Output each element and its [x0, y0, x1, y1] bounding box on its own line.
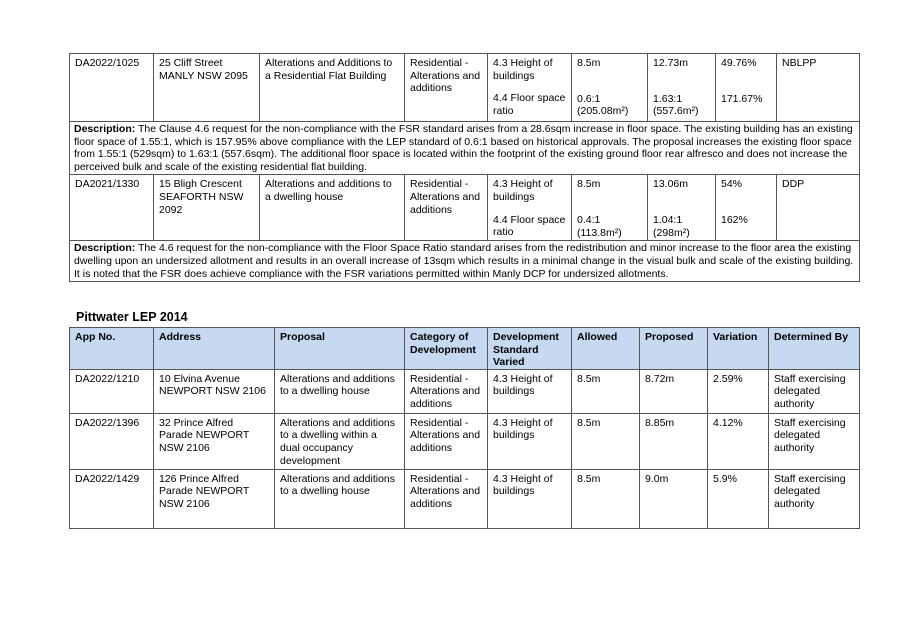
- standard-name: 4.3 Height of buildings: [493, 57, 553, 82]
- determined-by-cell: Staff exercising delegated authority: [769, 369, 860, 413]
- variation-value: 54%: [721, 178, 743, 191]
- proposed-value: 12.73m: [653, 57, 689, 69]
- table-row: [70, 413, 860, 469]
- col-header-proposal: Proposal: [275, 328, 405, 370]
- allowed-cell: 8.5m: [572, 413, 640, 469]
- col-header-variation: Variation: [708, 328, 769, 370]
- allowed-cell: 8.5m: [572, 369, 640, 413]
- determined-by-cell: NBLPP: [777, 54, 860, 122]
- section-heading: Pittwater LEP 2014: [76, 310, 188, 324]
- manly-variations-table: [69, 53, 860, 282]
- proposed-cell: [648, 175, 716, 241]
- header-row: [70, 328, 860, 370]
- category-cell: Residential - Alterations and additions: [405, 469, 488, 528]
- allowed-cell: 8.5m: [572, 469, 640, 528]
- allowed-cell: [572, 54, 648, 122]
- standard-name: 4.3 Height of buildings: [493, 178, 553, 203]
- standard-cell: 4.3 Height of buildings: [488, 469, 572, 528]
- description-cell: [70, 241, 860, 282]
- proposed-cell: 8.85m: [640, 413, 708, 469]
- app-no-cell: DA2022/1025: [70, 54, 154, 122]
- proposed-value: 13.06m: [653, 178, 689, 191]
- proposal-cell: Alterations and additions to a dwelling house: [275, 469, 405, 528]
- col-header-address: Address: [154, 328, 275, 370]
- variation-value: 171.67%: [721, 92, 763, 105]
- app-no-cell: DA2022/1210: [70, 369, 154, 413]
- standard-cell: 4.3 Height of buildings: [488, 413, 572, 469]
- table-row: [70, 175, 860, 241]
- description-label: Description:: [74, 123, 136, 135]
- variation-value: 49.76%: [721, 57, 757, 69]
- col-header-category: Category of Development: [405, 328, 488, 370]
- variation-cell: 5.9%: [708, 469, 769, 528]
- col-header-standard: Development Standard Varied: [488, 328, 572, 370]
- description-row: [70, 241, 860, 282]
- determined-by-cell: Staff exercising delegated authority: [769, 469, 860, 528]
- allowed-value: 0.6:1 (205.08m²): [577, 92, 629, 118]
- variation-cell: [716, 54, 777, 122]
- proposal-cell: Alterations and Additions to a Residential Flat Building: [260, 54, 405, 122]
- variation-cell: 2.59%: [708, 369, 769, 413]
- table-row: [70, 369, 860, 413]
- standard-name: 4.4 Floor space ratio: [493, 213, 566, 239]
- variation-value: 162%: [721, 213, 748, 226]
- allowed-cell: [572, 175, 648, 241]
- address-cell: 15 Bligh Crescent SEAFORTH NSW 2092: [154, 175, 260, 241]
- address-cell: 25 Cliff Street MANLY NSW 2095: [154, 54, 260, 122]
- col-header-app-no: App No.: [70, 328, 154, 370]
- address-cell: 126 Prince Alfred Parade NEWPORT NSW 2106: [154, 469, 275, 528]
- category-cell: Residential - Alterations and additions: [405, 369, 488, 413]
- app-no-cell: DA2021/1330: [70, 175, 154, 241]
- proposal-cell: Alterations and additions to a dwelling within a dual occupancy development: [275, 413, 405, 469]
- proposed-cell: [648, 54, 716, 122]
- pittwater-variations-table: [69, 327, 860, 529]
- standard-cell: [488, 175, 572, 241]
- description-text: The 4.6 request for the non-compliance with the Floor Space Ratio standard arises from the redistribution and minor increase to the floor area the existing dwelling upon an undersized allotment and results in an overall increase of 13sqm which results in a minimal change in the visual bulk and scale of the existing building. It is noted that the FSR does achieve compliance with the FSR variations permitted within Manly DCP for undersized allotments.: [74, 242, 854, 280]
- proposal-cell: Alterations and additions to a dwelling house: [260, 175, 405, 241]
- allowed-value: 0.4:1 (113.8m²): [577, 213, 622, 239]
- table-row: [70, 54, 860, 122]
- proposed-cell: 8.72m: [640, 369, 708, 413]
- description-row: [70, 122, 860, 175]
- address-cell: 10 Elvina Avenue NEWPORT NSW 2106: [154, 369, 275, 413]
- proposed-cell: 9.0m: [640, 469, 708, 528]
- category-cell: Residential - Alterations and additions: [405, 175, 488, 241]
- standard-cell: [488, 54, 572, 122]
- allowed-value: 8.5m: [577, 178, 601, 191]
- proposed-value: 1.04:1 (298m²): [653, 213, 690, 239]
- category-cell: Residential - Alterations and additions: [405, 54, 488, 122]
- proposed-value: 1.63:1 (557.6m²): [653, 92, 699, 118]
- col-header-determined-by: Determined By: [769, 328, 860, 370]
- determined-by-cell: DDP: [777, 175, 860, 241]
- category-cell: Residential - Alterations and additions: [405, 413, 488, 469]
- app-no-cell: DA2022/1429: [70, 469, 154, 528]
- description-text: The Clause 4.6 request for the non-compliance with the FSR standard arises from a 28.6sqm increase in floor space. The existing building has an existing floor space of 1.55:1, which is 157.95% above compliance with the LEP standard of 0.6:1 based on historical approvals. The proposal increases the existing floor space from 1.55:1 (529sqm) to 1.63:1 (557.6sqm). The additional floor space is located within the footprint of the existing ground floor rear alfresco and does not increase the perceived bulk and scale of the existing residential flat building.: [74, 123, 853, 173]
- app-no-cell: DA2022/1396: [70, 413, 154, 469]
- variation-cell: 4.12%: [708, 413, 769, 469]
- variation-cell: [716, 175, 777, 241]
- description-cell: [70, 122, 860, 175]
- proposal-cell: Alterations and additions to a dwelling house: [275, 369, 405, 413]
- table-row: [70, 469, 860, 528]
- address-cell: 32 Prince Alfred Parade NEWPORT NSW 2106: [154, 413, 275, 469]
- description-label: Description:: [74, 242, 136, 255]
- col-header-proposed: Proposed: [640, 328, 708, 370]
- standard-name: 4.4 Floor space ratio: [493, 92, 566, 117]
- determined-by-cell: Staff exercising delegated authority: [769, 413, 860, 469]
- standard-cell: 4.3 Height of buildings: [488, 369, 572, 413]
- allowed-value: 8.5m: [577, 57, 601, 69]
- col-header-allowed: Allowed: [572, 328, 640, 370]
